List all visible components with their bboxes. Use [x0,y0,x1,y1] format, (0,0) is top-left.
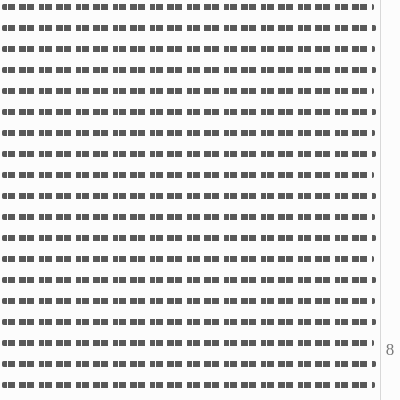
text-line [2,88,374,94]
text-line [2,130,375,136]
text-line [2,256,374,262]
text-line [2,67,376,73]
text-line [2,151,376,157]
text-line [2,382,375,388]
text-line [2,340,374,346]
text-line [2,109,376,115]
text-line [2,172,374,178]
text-line [2,277,376,283]
page-number: 8 [385,340,395,359]
text-line [2,361,376,367]
text-line [2,4,374,10]
article-body [2,0,381,400]
text-line [2,193,376,199]
text-line [2,235,376,241]
text-line [2,319,376,325]
text-line [2,25,376,31]
text-line [2,214,375,220]
text-line [2,46,375,52]
text-line [2,298,375,304]
